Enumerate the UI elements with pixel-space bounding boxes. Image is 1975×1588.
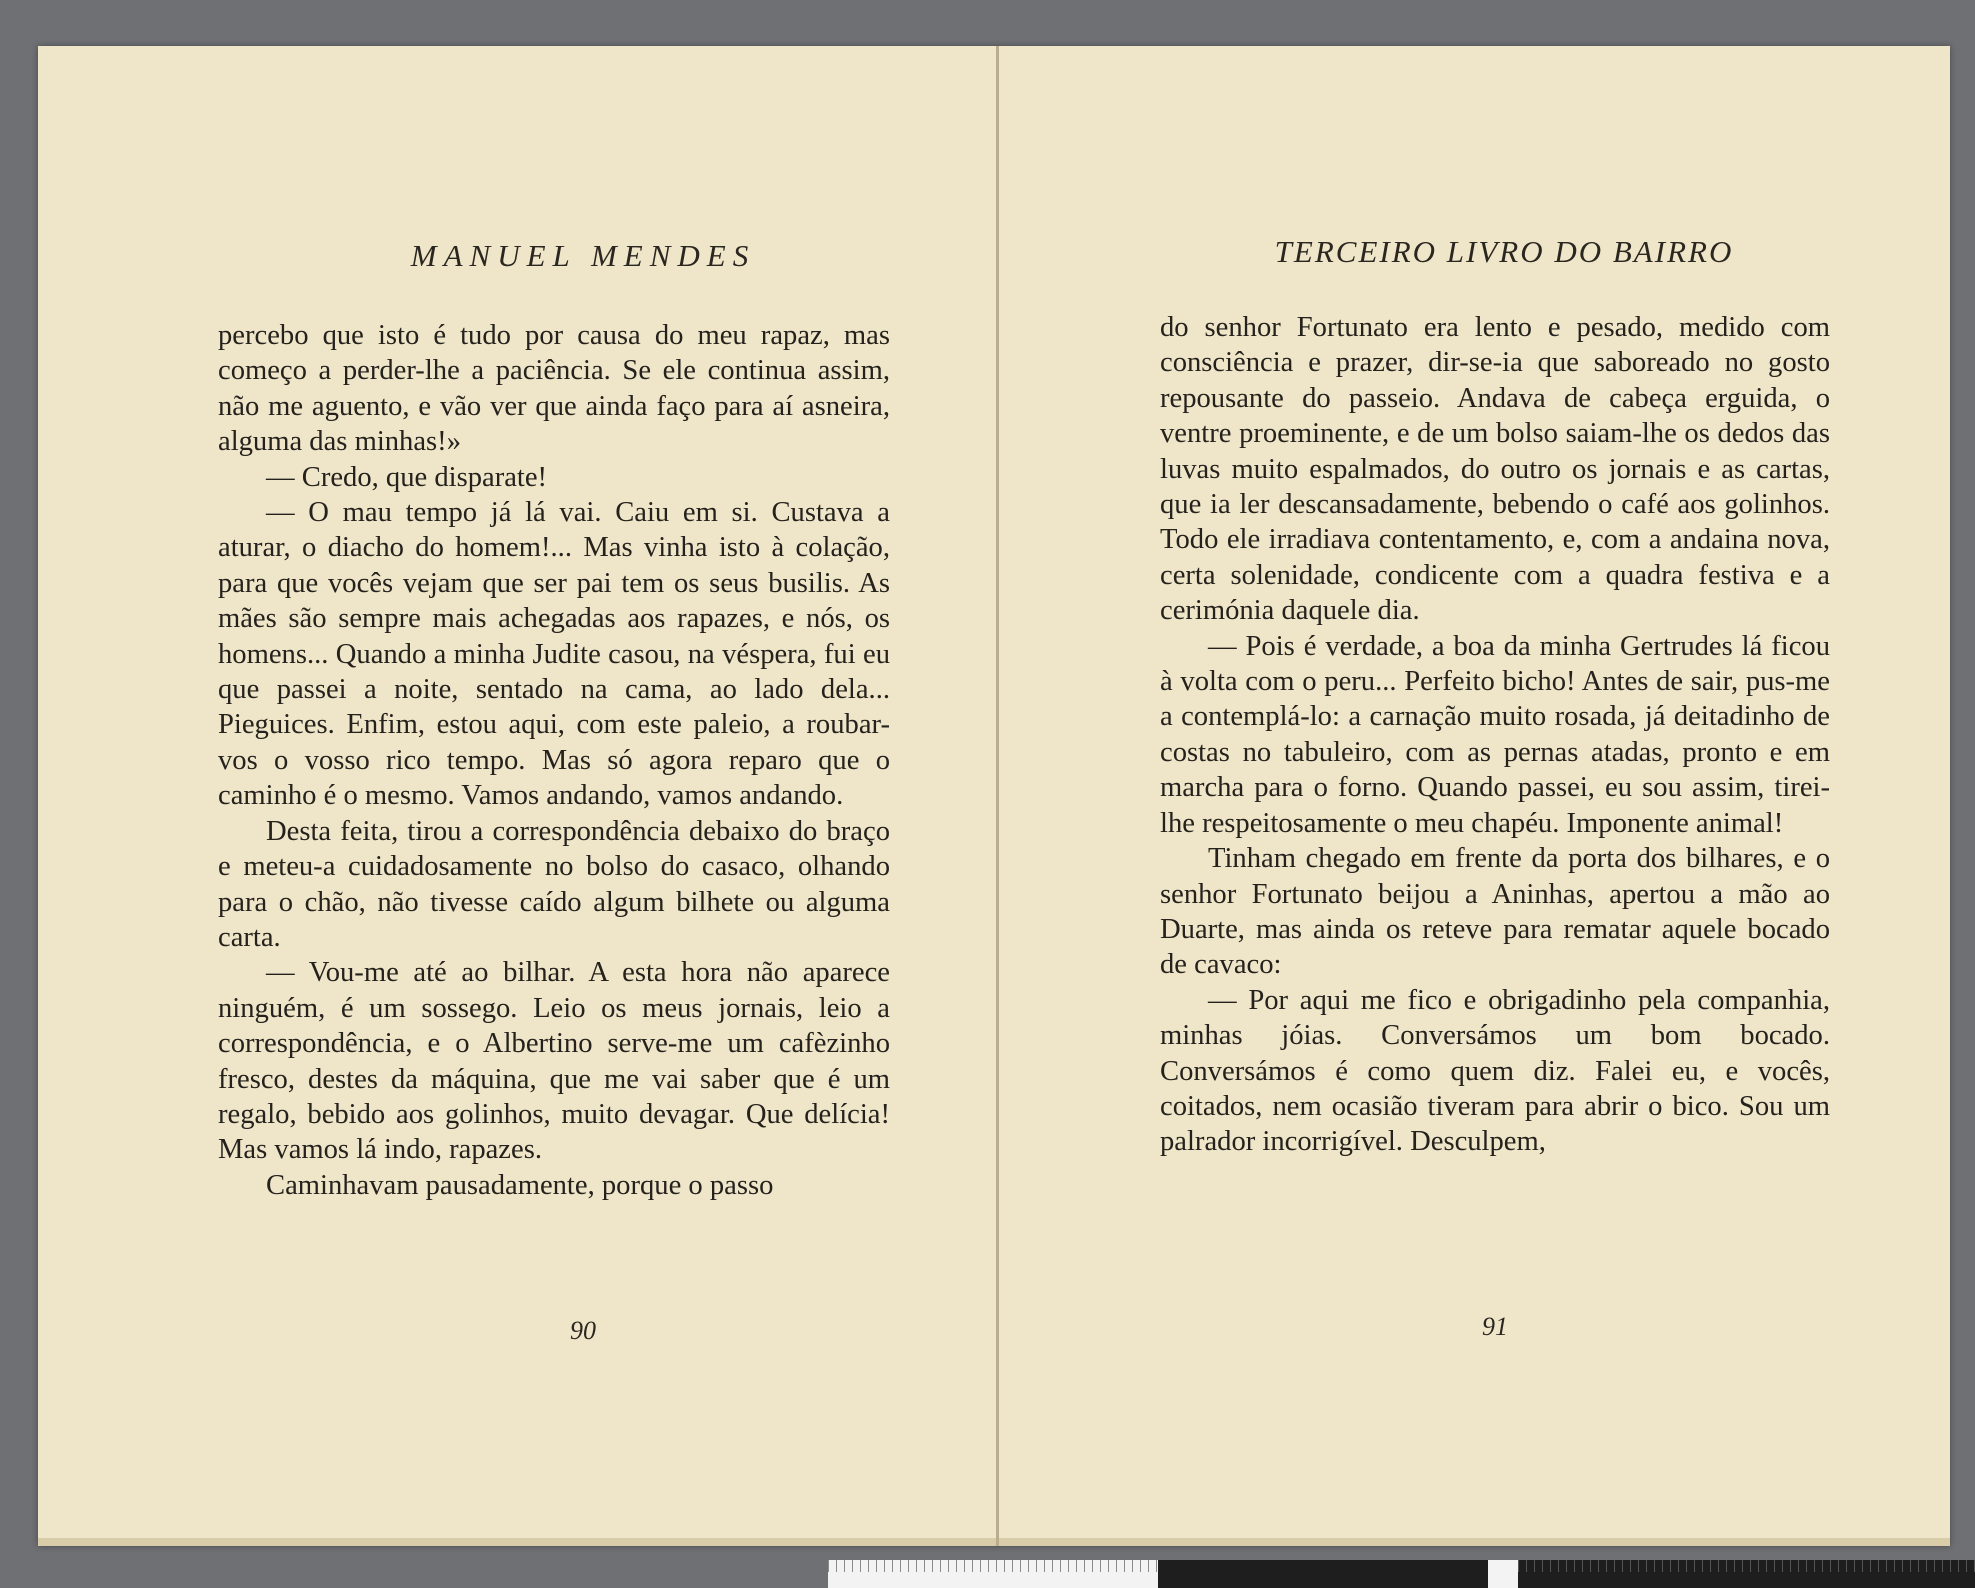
- running-head-left: MANUEL MENDES: [410, 238, 756, 273]
- right-page: [999, 46, 1950, 1546]
- page-number-left: 90: [570, 1316, 596, 1345]
- paragraph: — Por aqui me fico e obrigadinho pela companhia, minhas jóias. Conversámos um bom bocado. Conversámos é como quem diz. Falei eu, e vocês, coitados, nem ocasião tiveram para abrir o bico. Sou um palrador incorrigível. Desculpem,: [1160, 984, 1830, 1158]
- paragraph: — Vou-me até ao bilhar. A esta hora não aparece ninguém, é um sossego. Leio os meus jornais, leio a correspondência, e o Albertino serve-me um cafèzinho fresco, destes da máquina, que me vai saber que é um regalo, bebido aos golinhos, muito devagar. Que delícia! Mas vamos lá indo, rapazes.: [218, 957, 890, 1166]
- paragraph: Desta feita, tirou a correspondência debaixo do braço e meteu-a cuidadosamente no bolso do casaco, olhando para o chão, não tivesse caído algum bilhete ou alguma carta.: [218, 815, 890, 953]
- paragraph: percebo que isto é tudo por causa do meu rapaz, mas começo a perder-lhe a paciência. Se ele continua assim, não me aguento, e vão ver que ainda faço para aí asneira, alguma das minhas!»: [218, 320, 890, 458]
- open-book: [38, 46, 1950, 1546]
- scale-segment-black: [1518, 1560, 1975, 1588]
- page-edge: [999, 1538, 1950, 1546]
- scale-segment-white: [828, 1560, 1158, 1588]
- running-head-right: TERCEIRO LIVRO DO BAIRRO: [1274, 234, 1734, 269]
- left-page-body: [218, 318, 890, 1203]
- color-scale-bar: [828, 1560, 1975, 1588]
- paragraph: — O mau tempo já lá vai. Caiu em si. Custava a aturar, o diacho do homem!... Mas vinha isto à colação, para que vocês vejam que ser pai tem os seus busilis. As mães são sempre mais achegadas aos rapazes, e nós, os homens... Quando a minha Judite casou, na véspera, fui eu que passei a noite, sentado na cama, ao lado dela... Pieguices. Enfim, estou aqui, com este paleio, a roubar-vos o vosso rico tempo. Mas só agora reparo que o caminho é o mesmo. Vamos andando, vamos andando.: [218, 497, 890, 812]
- scale-segment-white: [1488, 1560, 1518, 1588]
- paragraph: — Pois é verdade, a boa da minha Gertrudes lá ficou à volta com o peru... Perfeito bicho! Antes de sair, pus-me a contemplá-lo: a carnação muito rosada, já deitadinho de costas no tabuleiro, com as pernas atadas, pronto e em marcha para o forno. Quando passei, eu sou assim, tirei-lhe respeitosamente o meu chapéu. Imponente animal!: [1160, 630, 1830, 839]
- page-edge: [38, 1538, 996, 1546]
- right-page-body: [1160, 310, 1830, 1160]
- paragraph: Tinham chegado em frente da porta dos bilhares, e o senhor Fortunato beijou a Aninhas, apertou a mão ao Duarte, mas ainda os reteve para rematar aquele bocado de cavaco:: [1160, 843, 1830, 981]
- paragraph: — Credo, que disparate!: [266, 461, 548, 493]
- left-page: [38, 46, 999, 1546]
- paragraph: do senhor Fortunato era lento e pesado, medido com consciência e prazer, dir-se-ia que saboreado no gosto repousante do passeio. Andava de cabeça erguida, o ventre proeminente, e de um bolso saiam-lhe os dedos das luvas muito espalmados, do outro os jornais e as cartas, que ia ler descansadamente, bebendo o café aos golinhos. Todo ele irradiava contentamento, e, com a andaina nova, certa solenidade, condicente com a quadra festiva e a cerimónia daquele dia.: [1160, 312, 1830, 627]
- paragraph: Caminhavam pausadamente, porque o passo: [266, 1169, 774, 1201]
- scale-segment-black: [1158, 1560, 1488, 1588]
- page-number-right: 91: [1482, 1312, 1508, 1341]
